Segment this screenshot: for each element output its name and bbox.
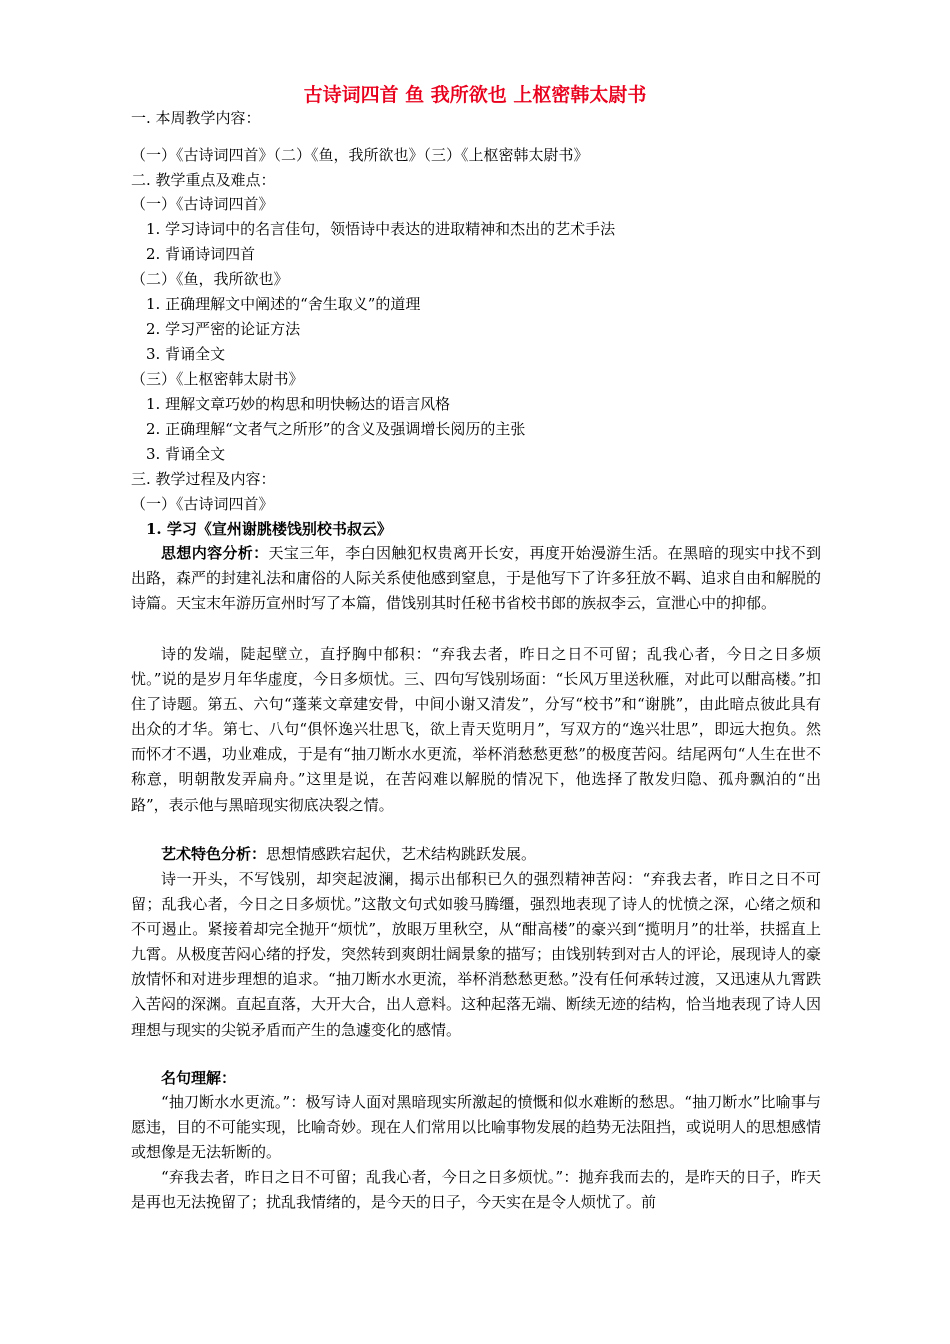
subsection-heading: （一）《古诗词四首》 bbox=[131, 495, 274, 513]
subsection-heading: （一）《古诗词四首》 bbox=[131, 195, 274, 213]
quotes-heading: 名句理解： bbox=[161, 1069, 237, 1087]
paragraph-poem: 诗的发端，陡起壁立，直抒胸中郁积：“弃我去者，昨日之日不可留；乱我心者，今日之日多烦忧。”说的是岁月年华虚度，今日多烦忧。三、四句写饯别场面：“长风万里送秋雁，对此可以酣高楼。”扣住了诗题。第五、六句“蓬莱文章建安骨，中间小谢又清发”，分写“校书”和“谢朓”，由此暗点彼此具有出众的才华。第七、八句“俱怀逸兴壮思飞，欲上青天览明月”，写双方的“逸兴壮思”，即远大抱负。然而怀才不遇，功业难成，于是有“抽刀断水水更流，举杯消愁愁更愁”的极度苦闷。结尾两句“人生在世不称意，明朝散发弄扁舟。”这里是说，在苦闷难以解脱的情况下，他选择了散发归隐、孤舟飘泊的“出路”，表示他与黑暗现实彻底决裂之情。 bbox=[131, 645, 821, 814]
subsection-heading: （三）《上枢密韩太尉书》 bbox=[131, 370, 304, 388]
list-item: 3. 背诵全文 bbox=[146, 445, 226, 463]
paragraph-label: 艺术特色分析： bbox=[161, 845, 267, 863]
document-title: 古诗词四首 鱼 我所欲也 上枢密韩太尉书 bbox=[303, 84, 647, 106]
subsection-heading: （二）《鱼，我所欲也》 bbox=[131, 270, 289, 288]
paragraph-quote: “抽刀断水水更流。”：极写诗人面对黑暗现实所激起的愤慨和似水难断的愁思。“抽刀断水”比喻事与愿违，目的不可能实现，比喻奇妙。现在人们常用以比喻事物发展的趋势无法阻挡，或说明人的思想感情或想像是无法斩断的。 bbox=[131, 1093, 822, 1162]
lesson-heading: 1. 学习《宣州谢朓楼饯别校书叔云》 bbox=[146, 520, 392, 538]
paragraph-thought bbox=[131, 541, 821, 616]
section-heading-keypoints: 二. 教学重点及难点： bbox=[131, 171, 276, 189]
list-item: 2. 学习严密的论证方法 bbox=[146, 320, 301, 338]
section-heading-content: 一. 本周教学内容： bbox=[131, 109, 261, 127]
list-item: 1. 理解文章巧妙的构思和明快畅达的语言风格 bbox=[146, 395, 451, 413]
list-item: 1. 正确理解文中阐述的“舍生取义”的道理 bbox=[146, 295, 421, 313]
list-item: 1. 学习诗词中的名言佳句，领悟诗中表达的进取精神和杰出的艺术手法 bbox=[146, 220, 616, 238]
paragraph-text: 天宝三年，李白因触犯权贵离开长安，再度开始漫游生活。在黑暗的现实中找不到出路，森严的封建礼法和庸俗的人际关系使他感到窒息，于是他写下了许多狂放不羁、追求自由和解脱的诗篇。天宝末年游历宣州时写了本篇，借饯别其时任秘书省校书郎的族叔李云，宣泄心中的抑郁。 bbox=[131, 544, 822, 613]
content-list: （一）《古诗词四首》（二）《鱼，我所欲也》（三）《上枢密韩太尉书》 bbox=[131, 146, 589, 164]
paragraph-label: 思想内容分析： bbox=[161, 544, 269, 562]
section-heading-process: 三. 教学过程及内容： bbox=[131, 470, 276, 488]
list-item: 2. 背诵诗词四首 bbox=[146, 245, 256, 263]
paragraph-art-analysis: 诗一开头，不写饯别，却突起波澜，揭示出郁积已久的强烈精神苦闷：“弃我去者，昨日之日不可留；乱我心者，今日之日多烦忧。”这散文句式如骏马腾缰，强烈地表现了诗人的忧愤之深，心绪之烦和不可遏止。紧接着却完全抛开“烦忧”，放眼万里秋空，从“酣高楼”的豪兴到“揽明月”的壮举，扶摇直上九霄。从极度苦闷心绪的抒发，突然转到爽朗壮阔景象的描写；由饯别转到对古人的评论，展现诗人的豪放情怀和对进步理想的追求。“抽刀断水水更流，举杯消愁愁更愁。”没有任何承转过渡，又迅速从九霄跌入苦闷的深渊。直起直落，大开大合，出人意料。这种起落无端、断续无迹的结构，恰当地表现了诗人因理想与现实的尖锐矛盾而产生的急遽变化的感情。 bbox=[131, 870, 822, 1039]
paragraph-quote: “弃我去者，昨日之日不可留；乱我心者，今日之日多烦忧。”：抛弃我而去的，是昨天的日子，昨天是再也无法挽留了；扰乱我情绪的，是今天的日子，今天实在是令人烦忧了。前 bbox=[131, 1168, 821, 1212]
paragraph-art bbox=[131, 842, 821, 867]
list-item: 2. 正确理解“文者气之所形”的含义及强调增长阅历的主张 bbox=[146, 420, 526, 438]
paragraph-text: 思想情感跌宕起伏，艺术结构跳跃发展。 bbox=[266, 845, 537, 863]
list-item: 3. 背诵全文 bbox=[146, 345, 226, 363]
